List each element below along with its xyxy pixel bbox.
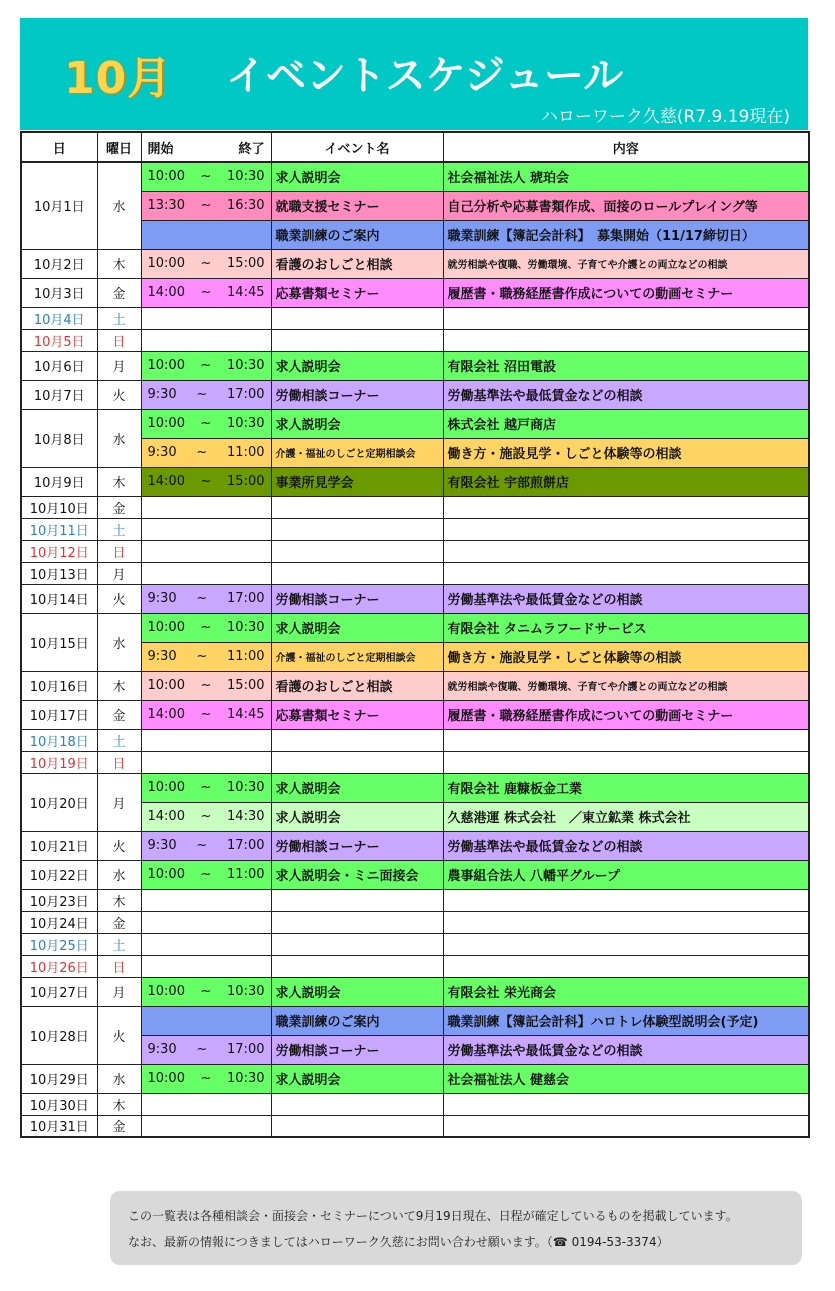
time-cell bbox=[141, 278, 271, 307]
weekday-cell: 金 bbox=[97, 911, 141, 933]
end-time: 14:30 bbox=[227, 809, 265, 824]
weekday-cell: 火 bbox=[97, 380, 141, 409]
weekday-cell: 土 bbox=[97, 933, 141, 955]
time-cell bbox=[141, 977, 271, 1006]
event-name-cell: 求人説明会 bbox=[271, 1064, 443, 1093]
end-time: 11:00 bbox=[227, 867, 265, 882]
start-time: 10:00 bbox=[147, 256, 185, 271]
event-content-cell bbox=[443, 1115, 809, 1137]
event-name-cell: 看護のおしごと相談 bbox=[271, 249, 443, 278]
start-time: 9:30 bbox=[147, 1042, 177, 1057]
start-time: 10:00 bbox=[147, 358, 185, 373]
event-content-cell: 社会福祉法人 琥珀会 bbox=[443, 162, 809, 191]
end-time: 17:00 bbox=[227, 387, 265, 402]
table-row bbox=[21, 773, 809, 802]
event-content-cell: 株式会社 越戸商店 bbox=[443, 409, 809, 438]
tilde: ~ bbox=[200, 358, 212, 373]
date-cell: 10月1日 bbox=[21, 162, 97, 249]
weekday-cell: 月 bbox=[97, 351, 141, 380]
table-row bbox=[21, 351, 809, 380]
end-time: 10:30 bbox=[227, 416, 265, 431]
weekday-cell: 火 bbox=[97, 584, 141, 613]
table-row bbox=[21, 700, 809, 729]
event-content-cell bbox=[443, 955, 809, 977]
table-header-row bbox=[21, 132, 809, 162]
end-time: 16:30 bbox=[227, 198, 265, 213]
table-row bbox=[21, 977, 809, 1006]
event-name-cell: 職業訓練のご案内 bbox=[271, 220, 443, 249]
time-cell bbox=[141, 438, 271, 467]
time-cell bbox=[141, 911, 271, 933]
tilde: ~ bbox=[196, 838, 208, 853]
table-row bbox=[21, 584, 809, 613]
time-cell bbox=[141, 773, 271, 802]
start-time: 9:30 bbox=[147, 387, 177, 402]
time-cell bbox=[141, 351, 271, 380]
event-content-cell: 有限会社 栄光商会 bbox=[443, 977, 809, 1006]
table-row bbox=[21, 955, 809, 977]
time-cell bbox=[141, 729, 271, 751]
end-time: 10:30 bbox=[227, 620, 265, 635]
weekday-cell: 木 bbox=[97, 1093, 141, 1115]
end-time: 17:00 bbox=[227, 838, 265, 853]
note-line-2: なお、最新の情報につきましてはハローワーク久慈にお問い合わせ願います。（☎ 0194-53-3374） bbox=[128, 1235, 669, 1249]
date-cell: 10月19日 bbox=[21, 751, 97, 773]
end-time: 10:30 bbox=[227, 169, 265, 185]
time-cell bbox=[141, 860, 271, 889]
time-cell bbox=[141, 1064, 271, 1093]
event-content-cell: 職業訓練【簿記会計科】 募集開始（11/17締切日） bbox=[443, 220, 809, 249]
event-content-cell: 久慈港運 株式会社 ／東立鉱業 株式会社 bbox=[443, 802, 809, 831]
table-row bbox=[21, 1093, 809, 1115]
time-cell bbox=[141, 496, 271, 518]
event-content-cell bbox=[443, 729, 809, 751]
weekday-cell: 月 bbox=[97, 773, 141, 831]
event-name-cell bbox=[271, 729, 443, 751]
event-name-cell: 労働相談コーナー bbox=[271, 831, 443, 860]
start-time: 14:00 bbox=[147, 474, 185, 489]
tilde: ~ bbox=[200, 198, 212, 213]
date-cell: 10月21日 bbox=[21, 831, 97, 860]
time-cell bbox=[141, 671, 271, 700]
page-title: イベントスケジュール bbox=[226, 53, 624, 99]
table-row bbox=[21, 409, 809, 438]
event-content-cell: 労働基準法や最低賃金などの相談 bbox=[443, 584, 809, 613]
event-name-cell bbox=[271, 889, 443, 911]
date-cell: 10月18日 bbox=[21, 729, 97, 751]
date-cell: 10月16日 bbox=[21, 671, 97, 700]
start-time: 10:00 bbox=[147, 678, 185, 693]
event-name-cell: 応募書類セミナー bbox=[271, 700, 443, 729]
date-cell: 10月2日 bbox=[21, 249, 97, 278]
table-row bbox=[21, 671, 809, 700]
date-cell: 10月10日 bbox=[21, 496, 97, 518]
start-time: 10:00 bbox=[147, 1071, 185, 1086]
table-row bbox=[21, 540, 809, 562]
event-content-cell: 有限会社 沼田電設 bbox=[443, 351, 809, 380]
event-content-cell: 職業訓練【簿記会計科】ハロトレ体験型説明会(予定) bbox=[443, 1006, 809, 1035]
tilde: ~ bbox=[200, 809, 212, 824]
event-name-cell: 求人説明会 bbox=[271, 613, 443, 642]
event-name-cell bbox=[271, 562, 443, 584]
event-content-cell: 労働基準法や最低賃金などの相談 bbox=[443, 1035, 809, 1064]
time-cell bbox=[141, 518, 271, 540]
end-time: 10:30 bbox=[227, 358, 265, 373]
weekday-cell: 木 bbox=[97, 889, 141, 911]
weekday-cell: 水 bbox=[97, 860, 141, 889]
weekday-cell: 日 bbox=[97, 540, 141, 562]
weekday-cell: 金 bbox=[97, 278, 141, 307]
event-content-cell bbox=[443, 562, 809, 584]
time-cell bbox=[141, 751, 271, 773]
event-content-cell: 働き方・施設見学・しごと体験等の相談 bbox=[443, 438, 809, 467]
event-content-cell: 労働基準法や最低賃金などの相談 bbox=[443, 831, 809, 860]
time-cell bbox=[141, 1093, 271, 1115]
event-name-cell: 事業所見学会 bbox=[271, 467, 443, 496]
event-content-cell: 有限会社 タニムラフードサービス bbox=[443, 613, 809, 642]
time-cell bbox=[141, 409, 271, 438]
event-content-cell: 自己分析や応募書類作成、面接のロールプレイング等 bbox=[443, 191, 809, 220]
event-name-cell: 職業訓練のご案内 bbox=[271, 1006, 443, 1035]
col-weekday: 曜日 bbox=[97, 132, 141, 162]
start-time: 10:00 bbox=[147, 620, 185, 635]
event-content-cell bbox=[443, 518, 809, 540]
time-cell bbox=[141, 955, 271, 977]
event-name-cell bbox=[271, 911, 443, 933]
event-content-cell: 就労相談や復職、労働環境、子育てや介護との両立などの相談 bbox=[443, 671, 809, 700]
event-name-cell bbox=[271, 1093, 443, 1115]
start-time: 9:30 bbox=[147, 591, 177, 606]
weekday-cell: 水 bbox=[97, 1064, 141, 1093]
start-time: 9:30 bbox=[147, 838, 177, 853]
event-name-cell: 求人説明会 bbox=[271, 409, 443, 438]
event-content-cell bbox=[443, 540, 809, 562]
col-event: イベント名 bbox=[271, 132, 443, 162]
event-content-cell bbox=[443, 329, 809, 351]
date-cell: 10月3日 bbox=[21, 278, 97, 307]
weekday-cell: 土 bbox=[97, 518, 141, 540]
time-cell bbox=[141, 1035, 271, 1064]
table-row bbox=[21, 162, 809, 191]
table-row bbox=[21, 911, 809, 933]
weekday-cell: 木 bbox=[97, 467, 141, 496]
table-row bbox=[21, 562, 809, 584]
tilde: ~ bbox=[200, 1071, 212, 1086]
weekday-cell: 金 bbox=[97, 1115, 141, 1137]
date-cell: 10月6日 bbox=[21, 351, 97, 380]
event-name-cell bbox=[271, 307, 443, 329]
date-cell: 10月29日 bbox=[21, 1064, 97, 1093]
table-row bbox=[21, 278, 809, 307]
date-cell: 10月28日 bbox=[21, 1006, 97, 1064]
weekday-cell: 火 bbox=[97, 1006, 141, 1064]
tilde: ~ bbox=[196, 1042, 208, 1057]
table-row bbox=[21, 518, 809, 540]
tilde: ~ bbox=[200, 256, 212, 271]
event-content-cell bbox=[443, 307, 809, 329]
weekday-cell: 日 bbox=[97, 329, 141, 351]
weekday-cell: 金 bbox=[97, 700, 141, 729]
start-time: 10:00 bbox=[147, 169, 185, 185]
time-cell bbox=[141, 380, 271, 409]
event-content-cell: 履歴書・職務経歴書作成についての動画セミナー bbox=[443, 278, 809, 307]
table-row bbox=[21, 831, 809, 860]
table-row bbox=[21, 249, 809, 278]
note-line-1: この一覧表は各種相談会・面接会・セミナーについて9月19日現在、日程が確定しているものを掲載しています。 bbox=[128, 1209, 738, 1223]
time-cell bbox=[141, 1115, 271, 1137]
tilde: ~ bbox=[196, 445, 208, 460]
end-time: 11:00 bbox=[227, 649, 265, 664]
weekday-cell: 日 bbox=[97, 751, 141, 773]
event-content-cell bbox=[443, 911, 809, 933]
time-cell bbox=[141, 540, 271, 562]
end-time: 10:30 bbox=[227, 984, 265, 999]
weekday-cell: 土 bbox=[97, 729, 141, 751]
start-time: 9:30 bbox=[147, 649, 177, 664]
end-time: 15:00 bbox=[227, 678, 265, 693]
event-name-cell: 看護のおしごと相談 bbox=[271, 671, 443, 700]
table-row bbox=[21, 307, 809, 329]
start-time: 9:30 bbox=[147, 445, 177, 460]
tilde: ~ bbox=[200, 620, 212, 635]
event-content-cell: 労働基準法や最低賃金などの相談 bbox=[443, 380, 809, 409]
time-cell bbox=[141, 1006, 271, 1035]
event-name-cell: 労働相談コーナー bbox=[271, 1035, 443, 1064]
event-name-cell: 求人説明会 bbox=[271, 162, 443, 191]
time-cell bbox=[141, 220, 271, 249]
start-time: 10:00 bbox=[147, 984, 185, 999]
table-row bbox=[21, 467, 809, 496]
event-name-cell: 求人説明会・ミニ面接会 bbox=[271, 860, 443, 889]
event-name-cell bbox=[271, 518, 443, 540]
time-cell bbox=[141, 329, 271, 351]
table-row bbox=[21, 889, 809, 911]
weekday-cell: 月 bbox=[97, 977, 141, 1006]
end-time: 17:00 bbox=[227, 591, 265, 606]
tilde: ~ bbox=[200, 416, 212, 431]
date-cell: 10月4日 bbox=[21, 307, 97, 329]
time-cell bbox=[141, 249, 271, 278]
issuer-date: ハローワーク久慈(R7.9.19現在) bbox=[540, 107, 790, 127]
time-cell bbox=[141, 613, 271, 642]
event-name-cell: 労働相談コーナー bbox=[271, 380, 443, 409]
date-cell: 10月5日 bbox=[21, 329, 97, 351]
col-end: 終了 bbox=[238, 141, 265, 157]
end-time: 17:00 bbox=[227, 1042, 265, 1057]
table-row bbox=[21, 1115, 809, 1137]
tilde: ~ bbox=[200, 780, 212, 795]
event-content-cell bbox=[443, 751, 809, 773]
event-content-cell bbox=[443, 1093, 809, 1115]
event-name-cell: 求人説明会 bbox=[271, 802, 443, 831]
event-name-cell bbox=[271, 955, 443, 977]
event-content-cell bbox=[443, 496, 809, 518]
event-content-cell: 農事組合法人 八幡平グループ bbox=[443, 860, 809, 889]
date-cell: 10月20日 bbox=[21, 773, 97, 831]
table-row bbox=[21, 613, 809, 642]
table-row bbox=[21, 380, 809, 409]
tilde: ~ bbox=[200, 285, 212, 300]
start-time: 14:00 bbox=[147, 285, 185, 300]
event-content-cell: 有限会社 宇部煎餅店 bbox=[443, 467, 809, 496]
tilde: ~ bbox=[200, 867, 212, 882]
time-cell bbox=[141, 700, 271, 729]
time-cell bbox=[141, 642, 271, 671]
time-cell bbox=[141, 802, 271, 831]
table-row bbox=[21, 496, 809, 518]
weekday-cell: 水 bbox=[97, 613, 141, 671]
weekday-cell: 水 bbox=[97, 409, 141, 467]
month-title: 10月 bbox=[64, 53, 173, 104]
weekday-cell: 日 bbox=[97, 955, 141, 977]
event-name-cell: 応募書類セミナー bbox=[271, 278, 443, 307]
weekday-cell: 月 bbox=[97, 562, 141, 584]
event-name-cell: 就職支援セミナー bbox=[271, 191, 443, 220]
event-content-cell: 社会福祉法人 健慈会 bbox=[443, 1064, 809, 1093]
start-time: 14:00 bbox=[147, 707, 185, 722]
start-time: 13:30 bbox=[147, 198, 185, 213]
event-name-cell: 労働相談コーナー bbox=[271, 584, 443, 613]
event-content-cell: 働き方・施設見学・しごと体験等の相談 bbox=[443, 642, 809, 671]
start-time: 10:00 bbox=[147, 780, 185, 795]
tilde: ~ bbox=[196, 649, 208, 664]
date-cell: 10月22日 bbox=[21, 860, 97, 889]
table-row bbox=[21, 729, 809, 751]
date-cell: 10月23日 bbox=[21, 889, 97, 911]
date-cell: 10月25日 bbox=[21, 933, 97, 955]
date-cell: 10月31日 bbox=[21, 1115, 97, 1137]
tilde: ~ bbox=[200, 707, 212, 722]
col-date: 日 bbox=[21, 132, 97, 162]
date-cell: 10月24日 bbox=[21, 911, 97, 933]
event-content-cell: 有限会社 鹿糠板金工業 bbox=[443, 773, 809, 802]
tilde: ~ bbox=[196, 591, 208, 606]
date-cell: 10月15日 bbox=[21, 613, 97, 671]
col-start: 開始 bbox=[147, 141, 174, 157]
tilde: ~ bbox=[196, 387, 208, 402]
weekday-cell: 火 bbox=[97, 831, 141, 860]
col-content: 内容 bbox=[443, 132, 809, 162]
tilde: ~ bbox=[200, 984, 212, 999]
date-cell: 10月13日 bbox=[21, 562, 97, 584]
time-cell bbox=[141, 584, 271, 613]
table-row bbox=[21, 329, 809, 351]
time-cell bbox=[141, 889, 271, 911]
event-schedule-table bbox=[20, 131, 810, 1138]
end-time: 10:30 bbox=[227, 1071, 265, 1086]
start-time: 14:00 bbox=[147, 809, 185, 824]
end-time: 14:45 bbox=[227, 707, 265, 722]
table-row bbox=[21, 933, 809, 955]
event-name-cell: 介護・福祉のしごと定期相談会 bbox=[271, 642, 443, 671]
end-time: 14:45 bbox=[227, 285, 265, 300]
tilde: ~ bbox=[200, 678, 212, 693]
weekday-cell: 木 bbox=[97, 671, 141, 700]
start-time: 10:00 bbox=[147, 416, 185, 431]
date-cell: 10月8日 bbox=[21, 409, 97, 467]
event-name-cell: 求人説明会 bbox=[271, 977, 443, 1006]
date-cell: 10月12日 bbox=[21, 540, 97, 562]
time-cell bbox=[141, 191, 271, 220]
end-time: 11:00 bbox=[227, 445, 265, 460]
weekday-cell: 金 bbox=[97, 496, 141, 518]
event-content-cell bbox=[443, 933, 809, 955]
tilde: ~ bbox=[200, 169, 212, 185]
event-name-cell bbox=[271, 329, 443, 351]
date-cell: 10月7日 bbox=[21, 380, 97, 409]
weekday-cell: 水 bbox=[97, 162, 141, 249]
footer-note bbox=[110, 1191, 802, 1265]
event-name-cell: 介護・福祉のしごと定期相談会 bbox=[271, 438, 443, 467]
date-cell: 10月9日 bbox=[21, 467, 97, 496]
time-cell bbox=[141, 467, 271, 496]
table-row bbox=[21, 1006, 809, 1035]
date-cell: 10月30日 bbox=[21, 1093, 97, 1115]
event-name-cell bbox=[271, 751, 443, 773]
time-cell bbox=[141, 162, 271, 191]
time-cell bbox=[141, 831, 271, 860]
time-cell bbox=[141, 307, 271, 329]
start-time: 10:00 bbox=[147, 867, 185, 882]
col-time bbox=[141, 132, 271, 162]
time-cell bbox=[141, 562, 271, 584]
date-cell: 10月17日 bbox=[21, 700, 97, 729]
event-name-cell: 求人説明会 bbox=[271, 351, 443, 380]
date-cell: 10月27日 bbox=[21, 977, 97, 1006]
weekday-cell: 土 bbox=[97, 307, 141, 329]
event-name-cell bbox=[271, 933, 443, 955]
tilde: ~ bbox=[200, 474, 212, 489]
event-content-cell bbox=[443, 889, 809, 911]
end-time: 10:30 bbox=[227, 780, 265, 795]
event-name-cell bbox=[271, 496, 443, 518]
event-content-cell: 就労相談や復職、労働環境、子育てや介護との両立などの相談 bbox=[443, 249, 809, 278]
end-time: 15:00 bbox=[227, 256, 265, 271]
table-row bbox=[21, 860, 809, 889]
event-name-cell bbox=[271, 540, 443, 562]
table-row bbox=[21, 751, 809, 773]
table-row bbox=[21, 1064, 809, 1093]
date-cell: 10月11日 bbox=[21, 518, 97, 540]
event-content-cell: 履歴書・職務経歴書作成についての動画セミナー bbox=[443, 700, 809, 729]
header-banner bbox=[20, 18, 808, 130]
end-time: 15:00 bbox=[227, 474, 265, 489]
event-name-cell: 求人説明会 bbox=[271, 773, 443, 802]
weekday-cell: 木 bbox=[97, 249, 141, 278]
event-name-cell bbox=[271, 1115, 443, 1137]
date-cell: 10月14日 bbox=[21, 584, 97, 613]
time-cell bbox=[141, 933, 271, 955]
date-cell: 10月26日 bbox=[21, 955, 97, 977]
